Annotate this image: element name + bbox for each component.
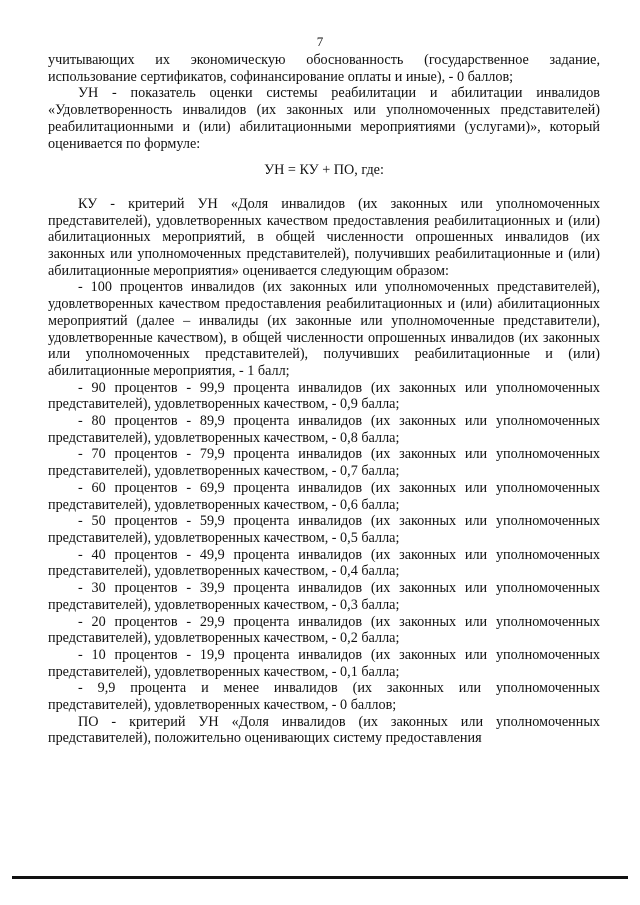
list-item-20: - 20 процентов - 29,9 процента инвалидов (их законных или уполномоченных представителей), удовлетворенных качеством, - 0,2 балла; — [48, 613, 600, 647]
list-item-90: - 90 процентов - 99,9 процента инвалидов (их законных или уполномоченных представителей), удовлетворенных качеством, - 0,9 балла; — [48, 379, 600, 413]
page-number: 7 — [316, 34, 324, 49]
list-item-30: - 30 процентов - 39,9 процента инвалидов (их законных или уполномоченных представителей), удовлетворенных качеством, - 0,3 балла; — [48, 580, 600, 613]
list-item-70: - 70 процентов - 79,9 процента инвалидов (их законных или уполномоченных представителей), удовлетворенных качеством, - 0,7 балла; — [48, 446, 600, 480]
paragraph-un-definition: УН - показатель оценки системы реабилитации и абилитации инвалидов «Удовлетворенность инвалидов (их законных или уполномоченных представителей) реабилитационными и (или) абилитационными мероприятиями (услугами)», который оценивается по формуле: — [48, 85, 600, 152]
paragraph-continuation: учитывающих их экономическую обоснованность (государственное задание, использование сертификатов, софинансирование оплаты и иные), - 0 баллов; — [48, 52, 600, 85]
formula: УН = КУ + ПО, где: — [264, 162, 384, 179]
footer-rule — [12, 876, 628, 879]
list-item-80: - 80 процентов - 89,9 процента инвалидов (их законных или уполномоченных представителей), удовлетворенных качеством, - 0,8 балла; — [48, 413, 600, 446]
paragraph-po-definition: ПО - критерий УН «Доля инвалидов (их законных или уполномоченных представителей), положительно оценивающих систему предоставления — [48, 713, 600, 747]
document-body — [48, 52, 600, 747]
list-item-9-9: - 9,9 процента и менее инвалидов (их законных или уполномоченных представителей), удовлетворенных качеством, - 0 баллов; — [48, 680, 600, 714]
list-item-60: - 60 процентов - 69,9 процента инвалидов (их законных или уполномоченных представителей), удовлетворенных качеством, - 0,6 балла; — [48, 479, 600, 513]
paragraph-ku-definition: КУ - критерий УН «Доля инвалидов (их законных или уполномоченных представителей), удовлетворенных качеством предоставления реабилитационных и (или) абилитационных мероприятий, в общей численности опрошенных инвалидов (их законных или уполномоченных представителей), получивших реабилитационные и (или) абилитационные мероприятия» оценивается следующим образом: — [48, 195, 600, 279]
list-item-50: - 50 процентов - 59,9 процента инвалидов (их законных или уполномоченных представителей), удовлетворенных качеством, - 0,5 балла; — [48, 513, 600, 546]
list-item-100: - 100 процентов инвалидов (их законных или уполномоченных представителей), удовлетворенных качеством предоставления реабилитационных и (или) абилитационных мероприятий (далее – инвалиды (их законные или уполномоченные представители), удовлетворенные качеством), в общей численности опрошенных инвалидов (их законных или уполномоченных представителей), получивших реабилитационные и (или) абилитационные мероприятия, - 1 балл; — [48, 279, 600, 379]
list-item-40: - 40 процентов - 49,9 процента инвалидов (их законных или уполномоченных представителей), удовлетворенных качеством, - 0,4 балла; — [48, 546, 600, 580]
list-item-10: - 10 процентов - 19,9 процента инвалидов (их законных или уполномоченных представителей), удовлетворенных качеством, - 0,1 балла; — [48, 646, 600, 680]
